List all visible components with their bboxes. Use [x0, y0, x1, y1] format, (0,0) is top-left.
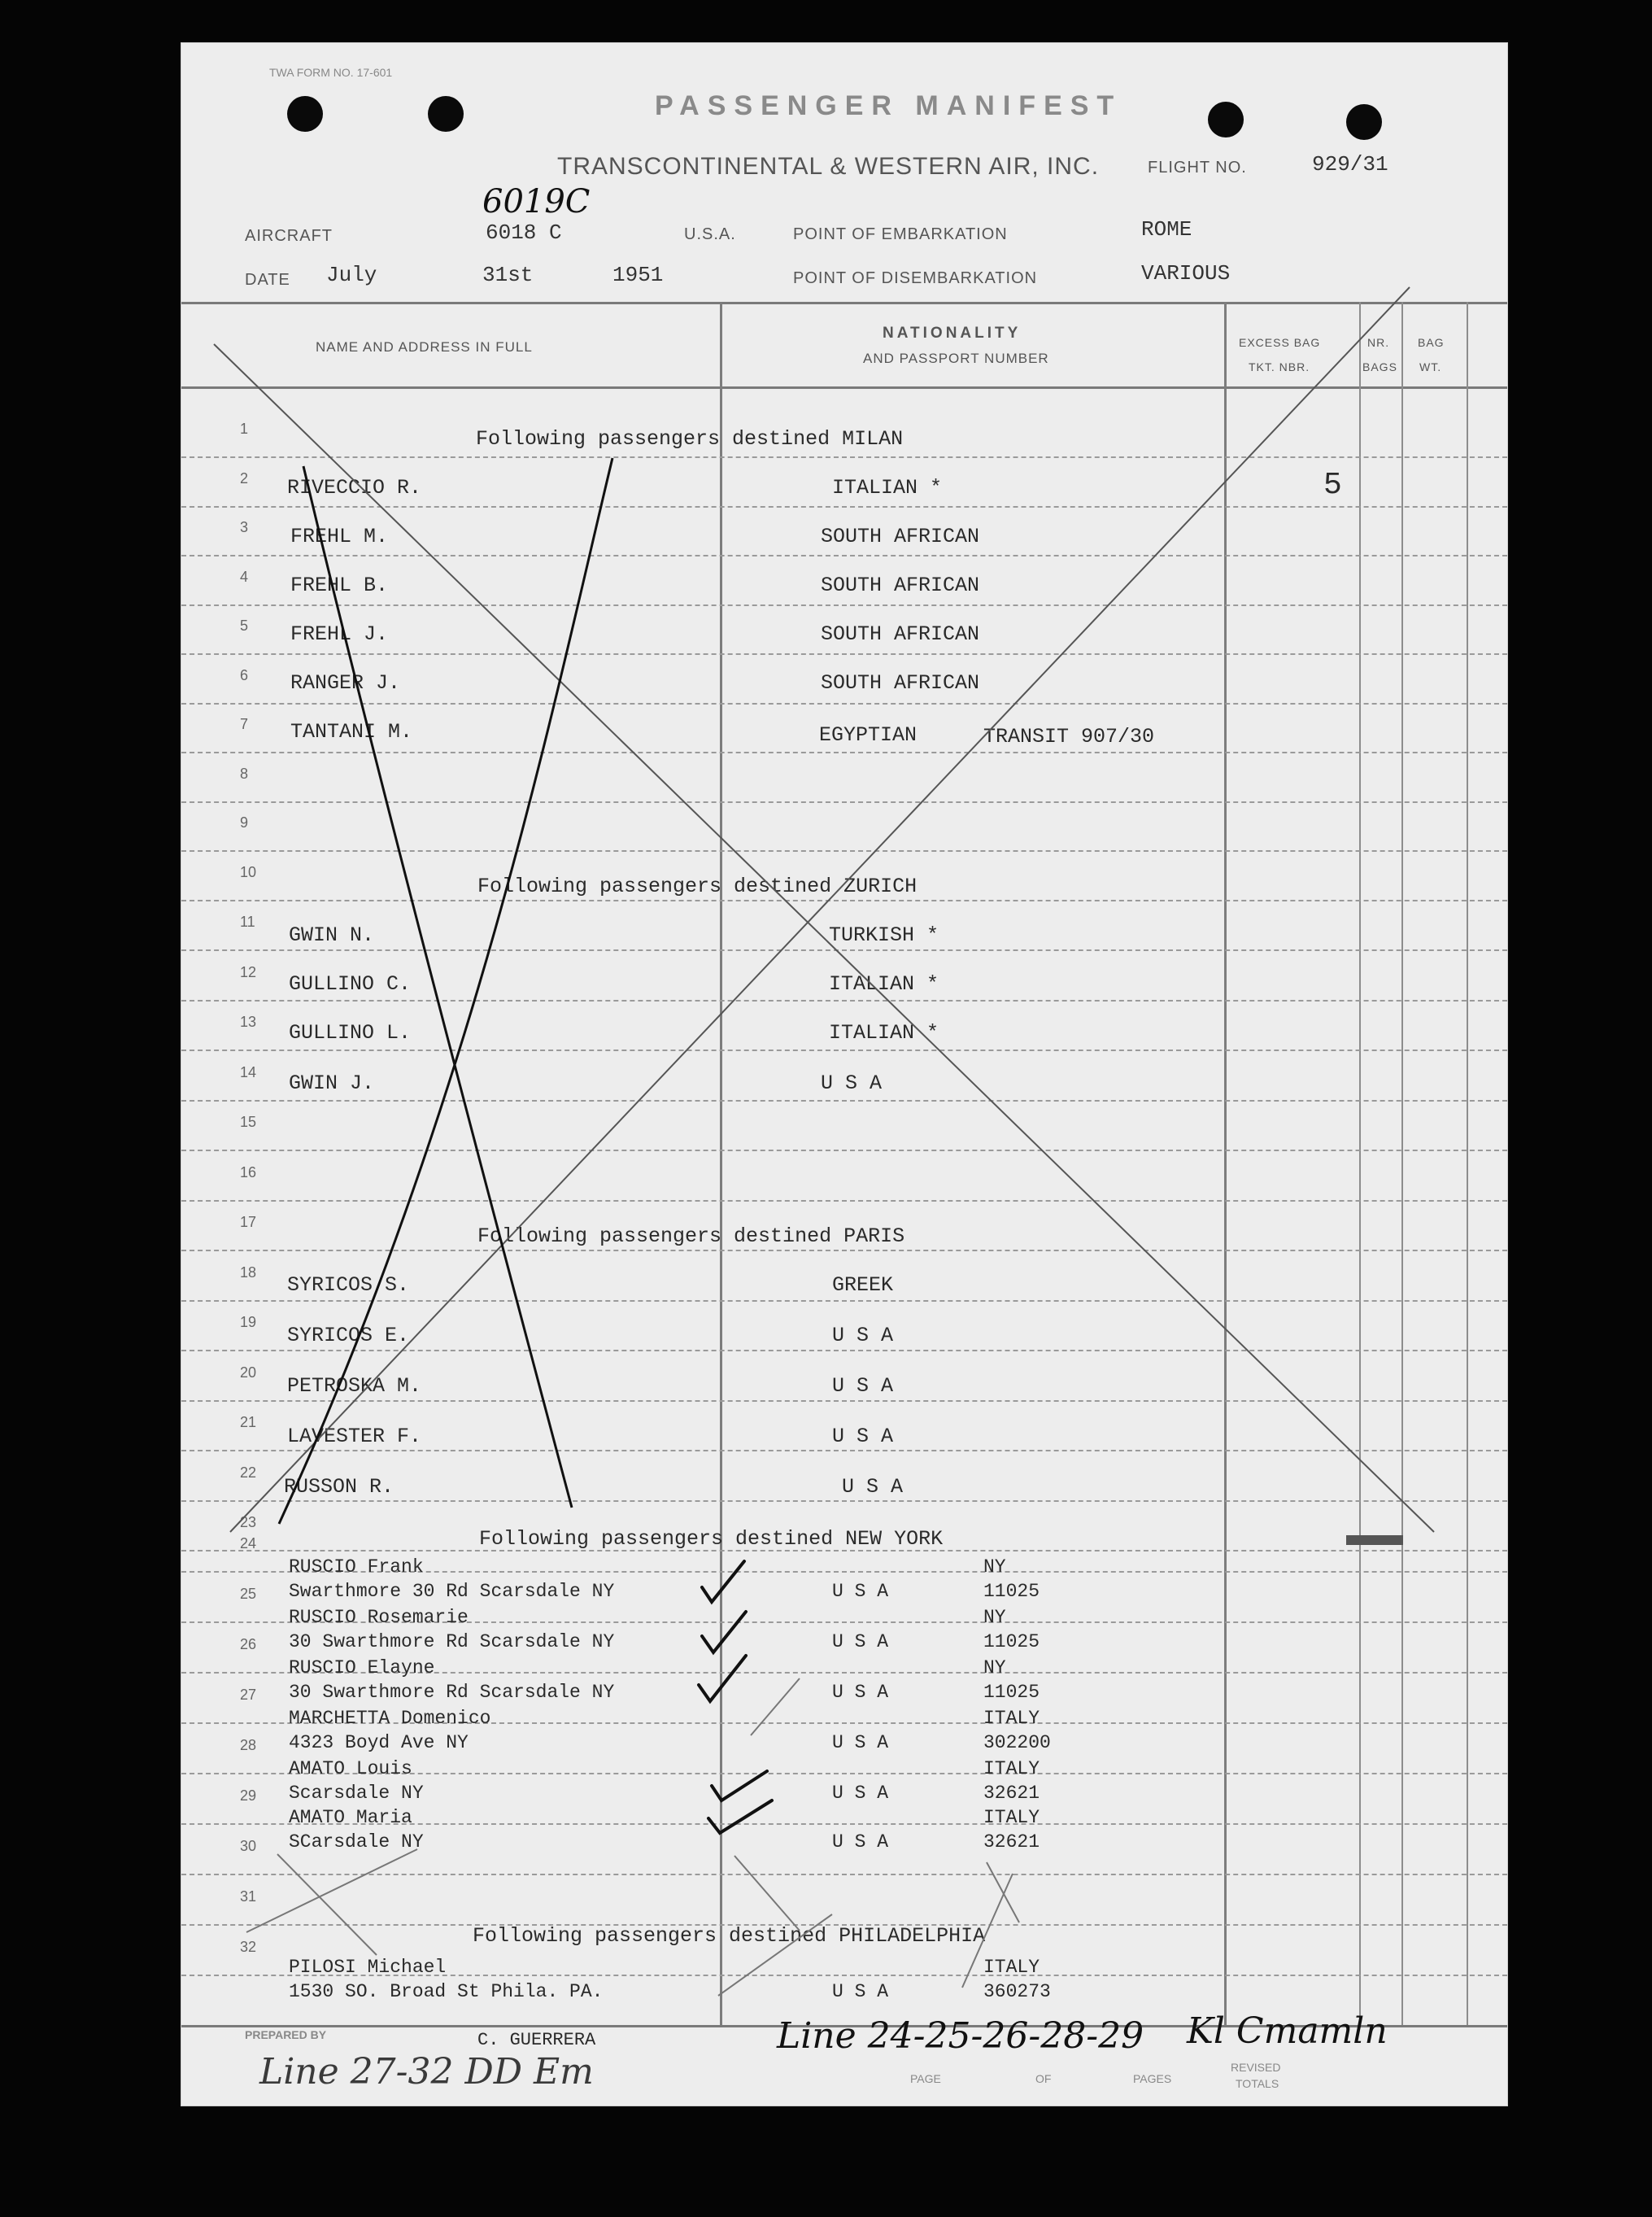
- section-heading-philadelphia: Following passengers destined PHILADELPHIA: [473, 1924, 986, 1948]
- aircraft-country: U.S.A.: [684, 225, 736, 243]
- row-number: 7: [240, 716, 249, 732]
- passenger-nationality: U S A: [832, 1981, 889, 2002]
- passport-country: NY: [983, 1607, 1006, 1628]
- row-number: 31: [240, 1888, 257, 1905]
- passenger-name: GULLINO C.: [289, 972, 412, 996]
- row-number: 11: [240, 914, 255, 930]
- row-number: 14: [240, 1063, 257, 1080]
- passenger-name: GULLINO L.: [289, 1021, 412, 1045]
- passenger-nationality: ITALIAN *: [832, 476, 943, 500]
- row-number: 22: [240, 1464, 257, 1481]
- passport-number: 11025: [983, 1631, 1040, 1652]
- passport-number: 11025: [983, 1581, 1040, 1602]
- passenger-nationality: U S A: [832, 1324, 894, 1347]
- passport-number: 360273: [983, 1981, 1051, 2002]
- cross-out-line: [987, 1862, 1019, 1922]
- row-number: 12: [240, 963, 257, 980]
- passport-number: 11025: [983, 1682, 1040, 1703]
- passenger-address: 1530 SO. Broad St Phila. PA.: [289, 1981, 604, 2002]
- cross-out-line: [303, 466, 572, 1508]
- date-day: 31st: [482, 263, 534, 287]
- passenger-name: RUSCIO Frank: [289, 1556, 424, 1578]
- manifest-title: PASSENGER MANIFEST: [655, 90, 1122, 121]
- passenger-name: RUSSON R.: [284, 1475, 394, 1499]
- passenger-nationality: SOUTH AFRICAN: [821, 671, 980, 695]
- row-number: 2: [240, 469, 249, 487]
- row-number: 9: [240, 814, 249, 831]
- row-number: 8: [240, 765, 249, 782]
- passenger-nationality: GREEK: [832, 1273, 894, 1297]
- passport-number: 32621: [983, 1831, 1040, 1853]
- passenger-address: 4323 Boyd Ave NY: [289, 1732, 469, 1753]
- handwritten-note-right: Line 24-25-26-28-29: [777, 2015, 1144, 2057]
- section-heading-milan: Following passengers destined MILAN: [476, 427, 904, 451]
- struck-out-entry: [1346, 1535, 1403, 1545]
- flight-label: FLIGHT NO.: [1148, 159, 1247, 177]
- row-number: 16: [240, 1163, 257, 1181]
- passenger-name: MARCHETTA Domenico: [289, 1708, 491, 1729]
- passenger-nationality: SOUTH AFRICAN: [821, 574, 980, 597]
- passenger-name: TANTANI M.: [290, 720, 413, 744]
- cross-out-line: [246, 1849, 417, 1932]
- passenger-name: FREHL J.: [290, 622, 389, 646]
- row-number: 6: [240, 666, 249, 683]
- of-label: OF: [1035, 2072, 1052, 2085]
- passenger-nationality: ITALIAN *: [829, 1021, 939, 1045]
- passenger-nationality: U S A: [832, 1374, 894, 1398]
- handwritten-initials: Kl Cmamln: [1187, 2010, 1388, 2052]
- handwritten-note-left: Line 27-32 DD Em: [259, 2051, 594, 2093]
- row-number: 18: [240, 1263, 257, 1281]
- date-month: July: [326, 263, 377, 287]
- row-number: 15: [240, 1114, 257, 1130]
- passport-country: NY: [983, 1657, 1006, 1678]
- passenger-address: SCarsdale NY: [289, 1831, 424, 1853]
- row-number: 13: [240, 1014, 257, 1030]
- row-number: 24: [240, 1535, 257, 1551]
- revised-label: REVISED: [1231, 2061, 1281, 2074]
- row-number: 30: [240, 1838, 257, 1854]
- passenger-nationality: SOUTH AFRICAN: [821, 622, 980, 646]
- passenger-address: 30 Swarthmore Rd Scarsdale NY: [289, 1682, 615, 1703]
- row-number: 4: [240, 568, 249, 585]
- checkmark: [702, 1612, 746, 1652]
- passenger-name: AMATO Maria: [289, 1807, 412, 1828]
- transit-note: TRANSIT 907/30: [983, 725, 1155, 748]
- row-number: 17: [240, 1214, 257, 1230]
- row-number: 19: [240, 1314, 257, 1330]
- row-number: 10: [240, 863, 257, 880]
- manifest-sheet: [181, 42, 1508, 2106]
- passenger-nationality: U S A: [842, 1475, 904, 1499]
- section-heading-new-york: Following passengers destined NEW YORK: [479, 1527, 944, 1551]
- col-header-passport: AND PASSPORT NUMBER: [863, 351, 1049, 366]
- passport-country: ITALY: [983, 1957, 1040, 1978]
- row-number: 3: [240, 519, 249, 535]
- passenger-name: SYRICOS E.: [287, 1324, 410, 1347]
- passenger-name: SYRICOS S.: [287, 1273, 410, 1297]
- passport-number: 32621: [983, 1783, 1040, 1804]
- passenger-nationality: U S A: [832, 1631, 889, 1652]
- section-heading-zurich: Following passengers destined ZURICH: [477, 875, 918, 898]
- col-header-nr: NR.: [1367, 336, 1390, 349]
- passport-number: 302200: [983, 1732, 1051, 1753]
- passenger-nationality: U S A: [832, 1783, 889, 1804]
- passenger-name: LAVESTER F.: [287, 1425, 422, 1448]
- handwritten-marks: [181, 43, 1507, 2106]
- row-number: 26: [240, 1636, 257, 1652]
- cross-out-line: [734, 1856, 800, 1931]
- cross-out-line: [277, 1854, 377, 1955]
- totals-label: TOTALS: [1236, 2077, 1279, 2090]
- passenger-address: 30 Swarthmore Rd Scarsdale NY: [289, 1631, 615, 1652]
- prepared-by-label: PREPARED BY: [245, 2028, 327, 2041]
- passenger-nationality: U S A: [832, 1732, 889, 1753]
- aircraft-value: 6018 C: [486, 220, 562, 245]
- passenger-name: FREHL B.: [290, 574, 389, 597]
- passenger-nationality: U S A: [832, 1682, 889, 1703]
- airline-name: TRANSCONTINENTAL & WESTERN AIR, INC.: [557, 153, 1100, 180]
- pages-label: PAGES: [1133, 2072, 1172, 2085]
- embarkation-value: ROME: [1141, 217, 1192, 242]
- checkmark: [699, 1656, 746, 1701]
- bag-count: 5: [1323, 468, 1342, 503]
- cross-out-line: [718, 1914, 832, 1996]
- passenger-name: RANGER J.: [290, 671, 401, 695]
- disembarkation-label: POINT OF DISEMBARKATION: [793, 269, 1038, 287]
- cross-out-line: [230, 287, 1410, 1532]
- disembarkation-value: VARIOUS: [1141, 261, 1231, 286]
- page-label: PAGE: [910, 2072, 941, 2085]
- passenger-name: AMATO Louis: [289, 1758, 412, 1779]
- passenger-name: GWIN N.: [289, 923, 375, 947]
- cross-out-line: [751, 1678, 800, 1735]
- passenger-nationality: U S A: [832, 1581, 889, 1602]
- col-header-nationality: NATIONALITY: [883, 325, 1022, 342]
- col-header-bags: BAGS: [1362, 360, 1397, 373]
- passenger-address: Scarsdale NY: [289, 1783, 424, 1804]
- passenger-name: PETROSKA M.: [287, 1374, 422, 1398]
- checkmark: [708, 1800, 772, 1833]
- row-number: 29: [240, 1787, 257, 1804]
- passenger-name: RUSCIO Rosemarie: [289, 1607, 469, 1628]
- row-number: 21: [240, 1414, 257, 1430]
- cross-out-line: [214, 344, 1434, 1532]
- checkmark: [712, 1771, 767, 1800]
- aircraft-label: AIRCRAFT: [245, 227, 333, 245]
- passport-country: NY: [983, 1556, 1006, 1578]
- passport-country: ITALY: [983, 1758, 1040, 1779]
- passenger-name: RIVECCIO R.: [287, 476, 422, 500]
- passenger-nationality: U S A: [821, 1071, 883, 1095]
- passenger-name: FREHL M.: [290, 525, 389, 548]
- checkmark: [702, 1561, 744, 1602]
- cross-out-line: [279, 458, 612, 1524]
- col-header-weight: WT.: [1419, 360, 1442, 373]
- preparer-name: C. GUERRERA: [477, 2030, 596, 2050]
- row-number: 32: [240, 1939, 257, 1955]
- embarkation-label: POINT OF EMBARKATION: [793, 225, 1008, 243]
- passenger-name: RUSCIO Elayne: [289, 1657, 435, 1678]
- col-header-bag: BAG: [1418, 336, 1445, 349]
- aircraft-handwritten: 6019C: [482, 183, 591, 220]
- row-number: 28: [240, 1737, 257, 1753]
- passenger-nationality: ITALIAN *: [829, 972, 939, 996]
- row-number: 20: [240, 1364, 257, 1381]
- passenger-name: PILOSI Michael: [289, 1957, 447, 1978]
- col-header-excess: EXCESS BAG: [1239, 336, 1321, 349]
- date-year: 1951: [612, 263, 664, 287]
- row-number: 5: [240, 618, 249, 634]
- passenger-name: GWIN J.: [289, 1071, 375, 1095]
- passport-country: ITALY: [983, 1708, 1040, 1729]
- passenger-nationality: TURKISH *: [829, 923, 939, 947]
- passenger-address: Swarthmore 30 Rd Scarsdale NY: [289, 1581, 615, 1602]
- row-number: 27: [240, 1687, 257, 1703]
- form-number: TWA FORM NO. 17-601: [269, 66, 393, 79]
- col-header-name: NAME AND ADDRESS IN FULL: [316, 339, 533, 355]
- passenger-nationality: U S A: [832, 1831, 889, 1853]
- row-number: 23: [240, 1514, 257, 1530]
- section-heading-paris: Following passengers destined PARIS: [477, 1224, 905, 1248]
- passenger-nationality: EGYPTIAN: [819, 723, 918, 747]
- passenger-nationality: SOUTH AFRICAN: [821, 525, 980, 548]
- row-number: 25: [240, 1586, 257, 1602]
- col-header-ticket: TKT. NBR.: [1249, 360, 1310, 373]
- row-number: 1: [240, 421, 249, 437]
- passport-country: ITALY: [983, 1807, 1040, 1828]
- flight-number: 929/31: [1312, 152, 1388, 177]
- date-label: DATE: [245, 271, 290, 289]
- cross-out-line: [962, 1874, 1013, 1988]
- passenger-nationality: U S A: [832, 1425, 894, 1448]
